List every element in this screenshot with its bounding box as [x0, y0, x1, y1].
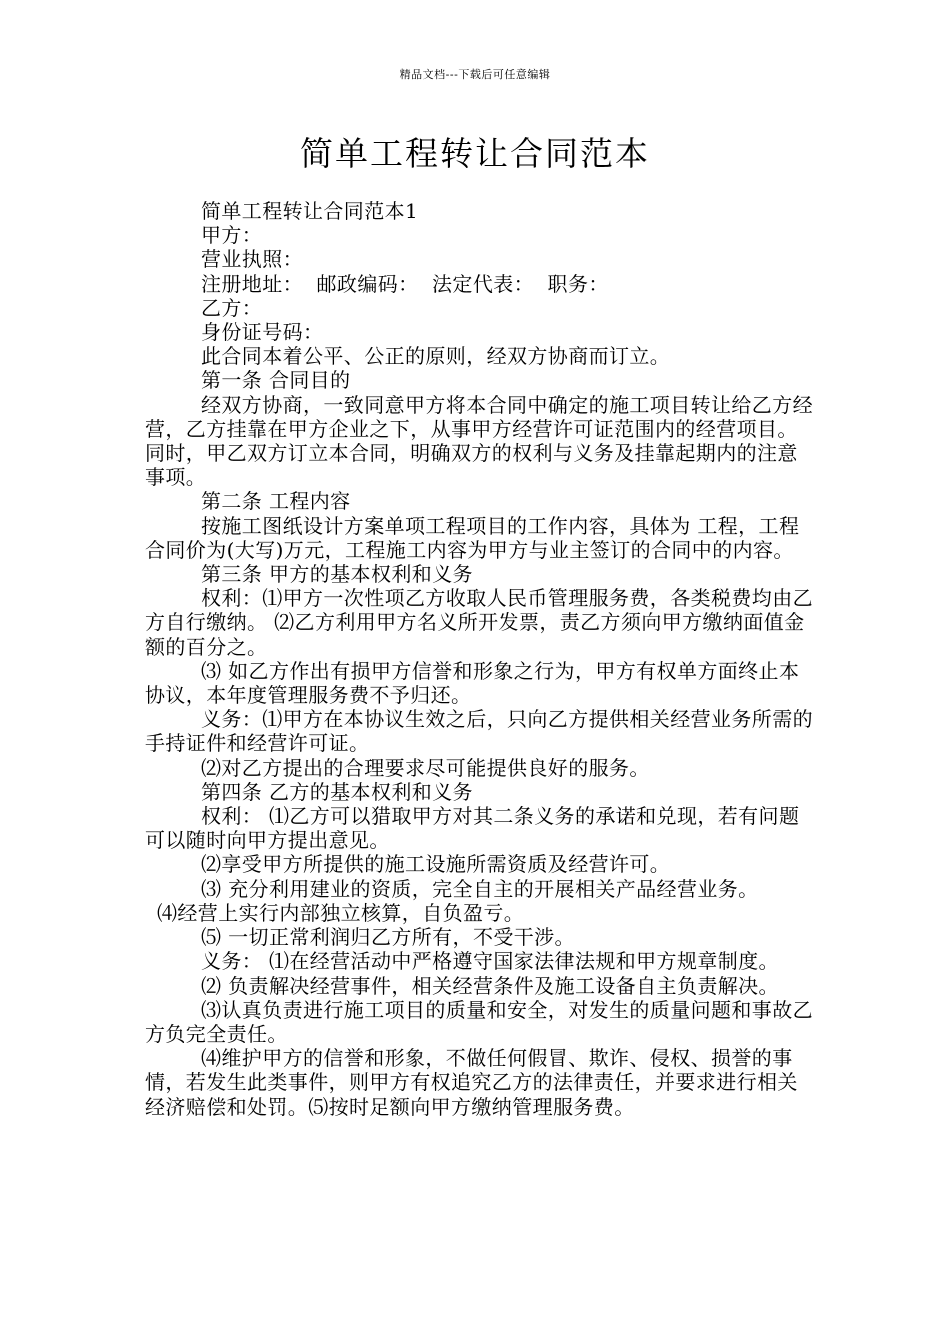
- article-1-heading: 第一条 合同目的: [201, 368, 351, 393]
- article-4-rights-5: ⑸ 一切正常利润归乙方所有，不受干涉。: [201, 925, 575, 950]
- article-4-rights-2: ⑵享受甲方所提供的施工设施所需资质及经营许可。: [201, 852, 671, 877]
- registered-address-line: 注册地址： 邮政编码： 法定代表： 职务：: [201, 271, 609, 296]
- party-a-line: 甲方：: [201, 223, 263, 248]
- article-2-heading: 第二条 工程内容: [201, 489, 351, 514]
- page-header-note: 精品文档---下载后可任意编辑: [399, 68, 551, 81]
- article-2-paragraph: 按施工图纸设计方案单项工程项目的工作内容，具体为 工程，工程合同价为(大写)万元，工程施工内容为甲方与业主签订的合同中的内容。: [145, 513, 800, 562]
- article-3-duties-2: ⑵对乙方提出的合理要求尽可能提供良好的服务。: [201, 755, 650, 780]
- article-4-duties-4: ⑷维护甲方的信誉和形象，不做任何假冒、欺诈、侵权、损誉的事情，若发生此类事件，则甲方有权追究乙方的法律责任，并要求进行相关经济赔偿和处罚。⑸按时足额向甲方缴纳管理服务费。: [145, 1046, 798, 1119]
- article-4-rights-3: ⑶ 充分利用建业的资质，完全自主的开展相关产品经营业务。: [201, 876, 759, 901]
- article-1-paragraph: 经双方协商，一致同意甲方将本合同中确定的施工项目转让给乙方经营，乙方挂靠在甲方企业之下，从事甲方经营许可证范围内的经营项目。同时，甲乙双方订立本合同，明确双方的权利与义务及挂靠起期内的注意事项。: [145, 392, 813, 490]
- article-4-rights-4: ⑷经营上实行内部独立核算，自负盈亏。: [157, 900, 525, 925]
- article-3-duties: 义务：⑴甲方在本协议生效之后，只向乙方提供相关经营业务所需的手持证件和经营许可证。: [145, 707, 813, 756]
- id-number-line: 身份证号码：: [201, 320, 324, 345]
- party-b-line: 乙方：: [201, 295, 263, 320]
- document-body: [145, 199, 813, 1119]
- article-3-rights: 权利：⑴甲方一次性项乙方收取人民币管理服务费，各类税费均由乙方自行缴纳。 ⑵乙方利用甲方名义所开发票，责乙方须向甲方缴纳面值金额的百分之。: [145, 586, 813, 659]
- business-license-line: 营业执照：: [201, 247, 303, 272]
- article-4-duties-2: ⑵ 负责解决经营事件，相关经营条件及施工设备自主负责解决。: [201, 973, 779, 998]
- contract-subtitle: 简单工程转让合同范本1: [201, 199, 419, 223]
- article-3-rights-3: ⑶ 如乙方作出有损甲方信誉和形象之行为，甲方有权单方面终止本协议，本年度管理服务费不予归还。: [145, 658, 800, 708]
- principle-paragraph: 此合同本着公平、公正的原则，经双方协商而订立。: [201, 344, 671, 369]
- article-4-duties: 义务： ⑴在经营活动中严格遵守国家法律法规和甲方规章制度。: [201, 949, 779, 974]
- document-title: 简单工程转让合同范本: [300, 134, 650, 173]
- article-3-heading: 第三条 甲方的基本权利和义务: [201, 562, 473, 587]
- article-4-duties-3: ⑶认真负责进行施工项目的质量和安全，对发生的质量问题和事故乙方负完全责任。: [145, 997, 813, 1046]
- article-4-rights: 权利： ⑴乙方可以猎取甲方对其二条义务的承诺和兑现，若有问题可以随时向甲方提出意见。: [145, 804, 800, 853]
- article-4-heading: 第四条 乙方的基本权利和义务: [201, 779, 473, 804]
